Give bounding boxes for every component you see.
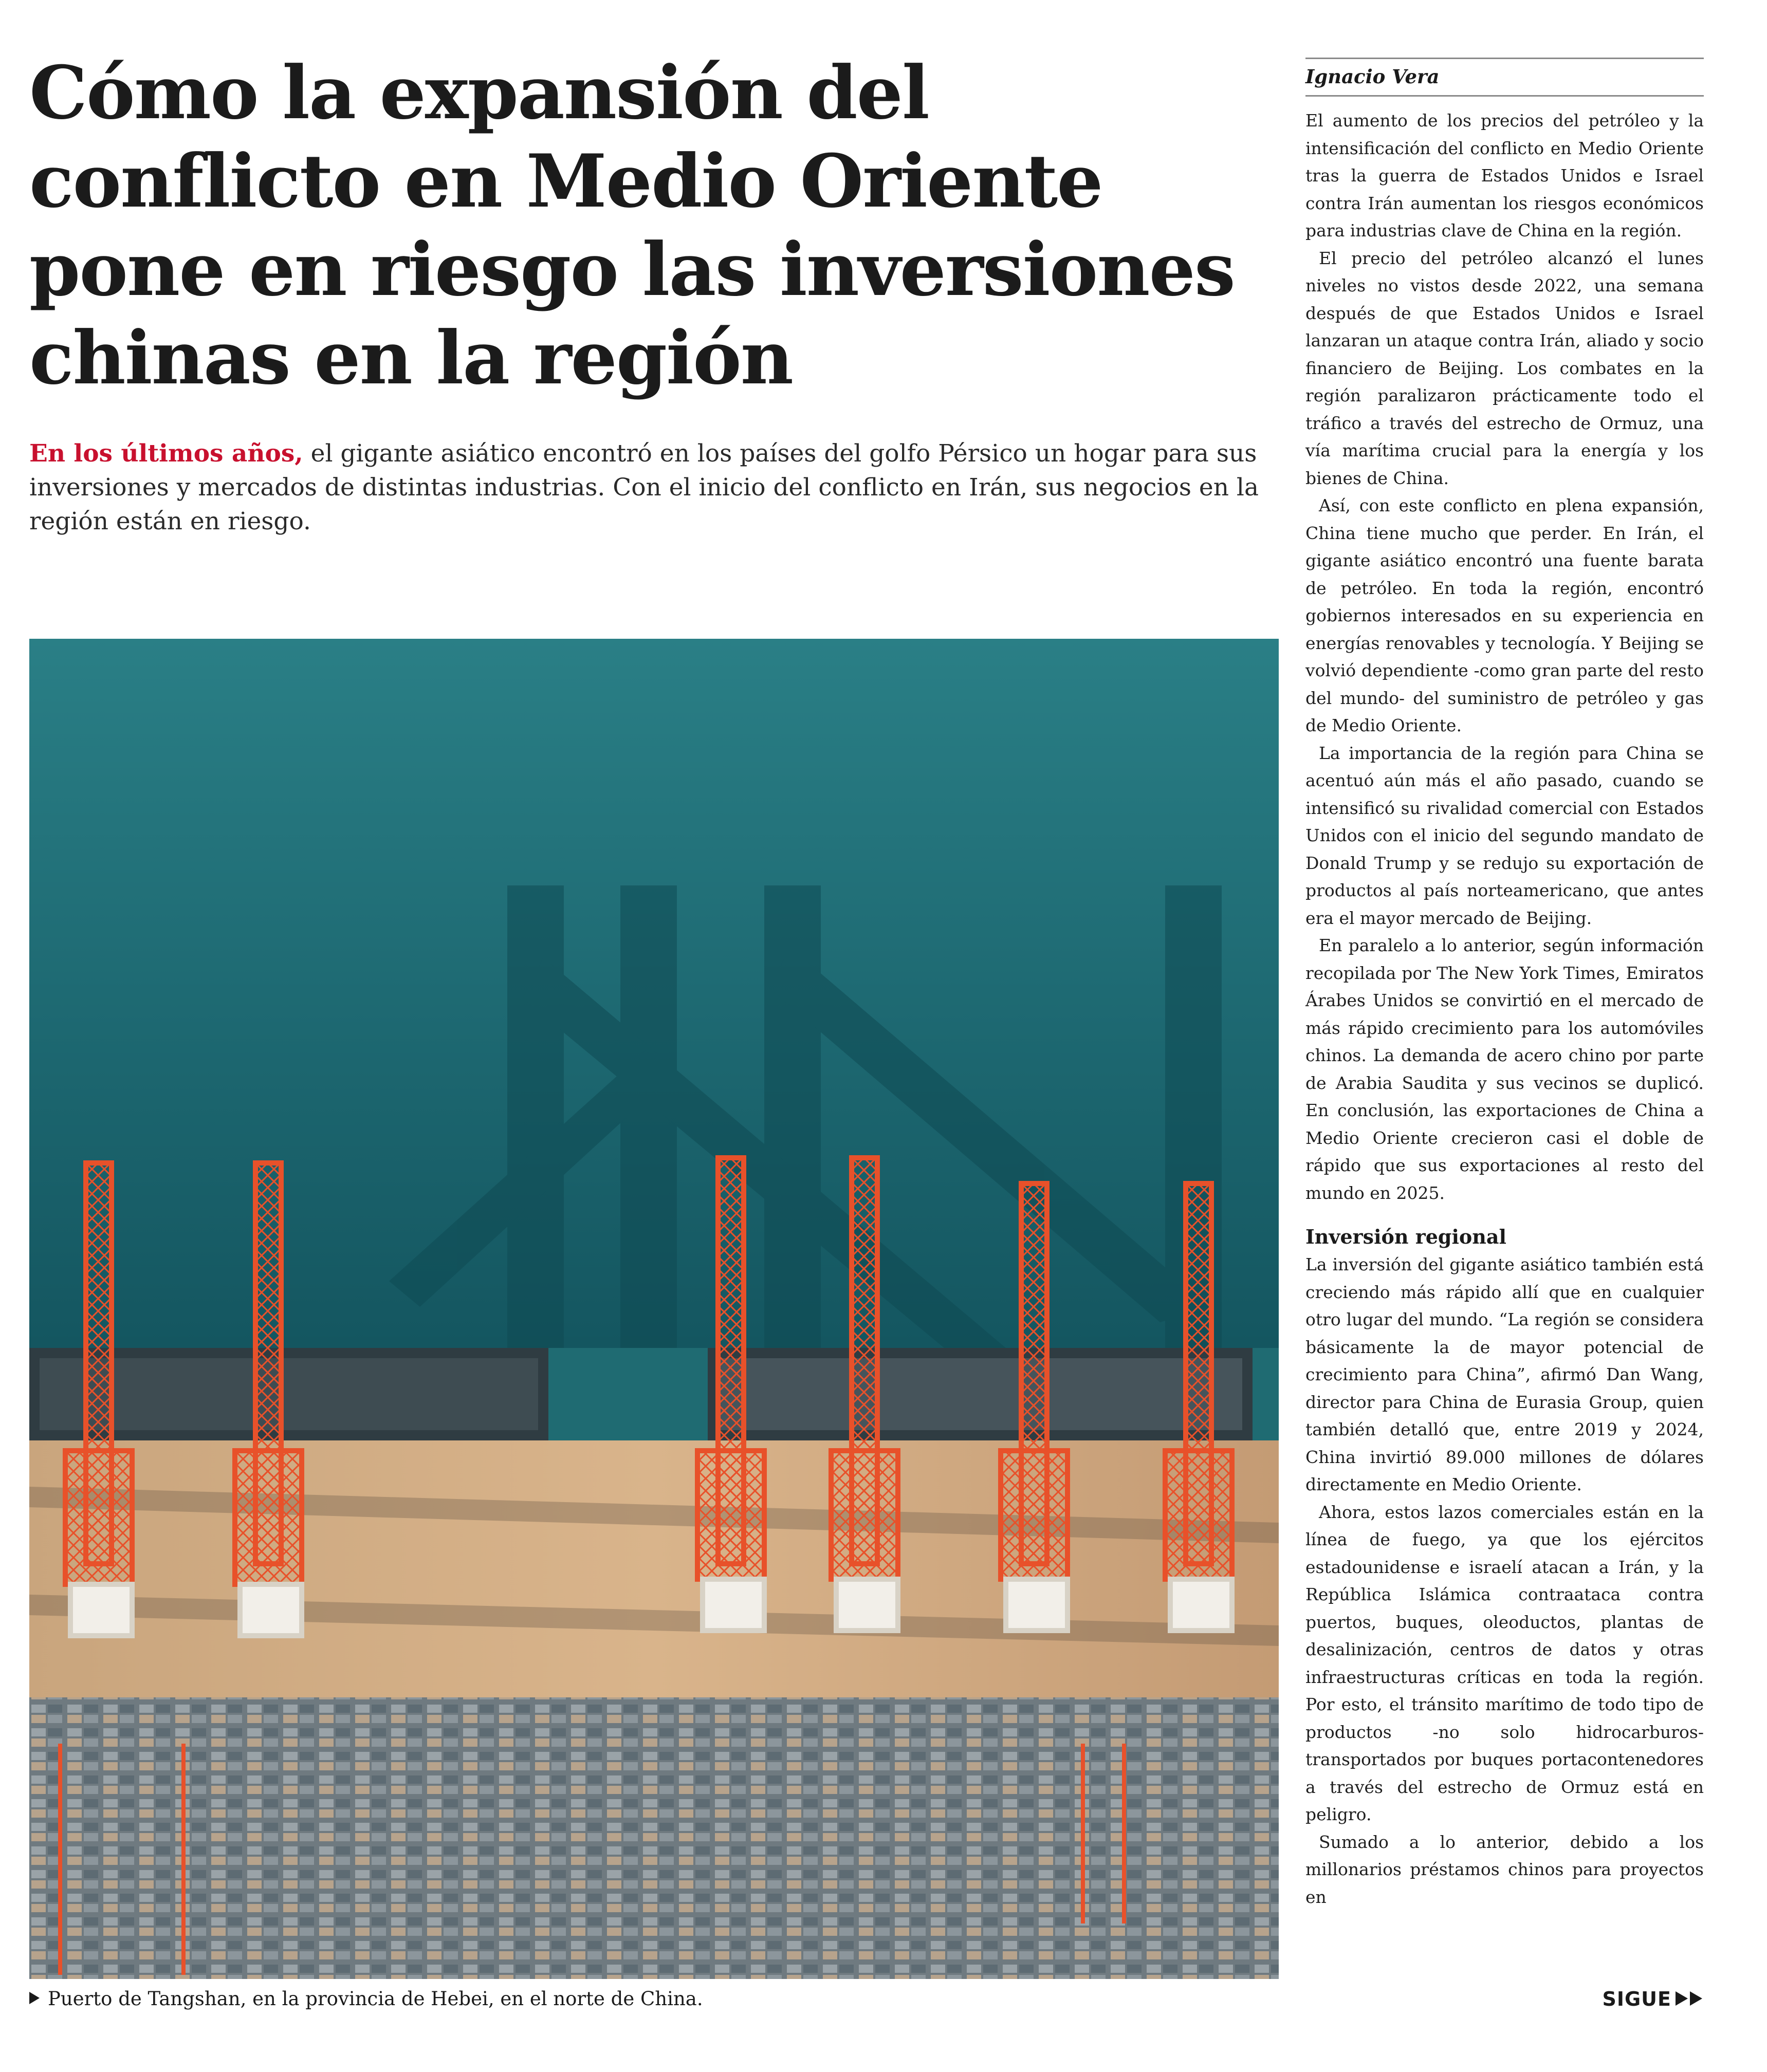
byline-top-rule xyxy=(1305,58,1704,59)
body-paragraph-7: Ahora, estos lazos comerciales están en la línea de fuego, ya que los ejércitos estadounidense e israelí atacan a Irán, y la República Islámica contraataca contra puertos, buques, oleoductos, plantas de desalinización, centros de datos y otras infraestructuras críticas en toda la región. Por esto, el tránsito marítimo de todo tipo de productos -no solo hidrocarburos- transportados por buques portacontenedores a través del estrecho de Ormuz está en peligro. xyxy=(1305,1502,1704,1824)
body-paragraph-2: El precio del petróleo alcanzó el lunes niveles no vistos desde 2022, una semana después de que Estados Unidos e Israel lanzaran un ataque contra Irán, aliado y socio financiero de Beijing. Los combates en la región paralizaron prácticamente todo el tráfico a través del estrecho de Ormuz, una vía marítima crucial para la energía y los bienes de China. xyxy=(1305,248,1704,488)
subhead: Inversión regional xyxy=(1305,1225,1506,1248)
body-paragraph-8: Sumado a lo anterior, debido a los millonarios préstamos chinos para proyectos en xyxy=(1305,1831,1704,1907)
article-photo xyxy=(29,639,1279,1979)
lead-paragraph xyxy=(29,437,1273,539)
article-body-column xyxy=(1305,58,1704,1911)
double-arrow-icon xyxy=(1674,1988,1705,2012)
caption-triangle-icon xyxy=(29,1992,40,2004)
body-paragraph-4: La importancia de la región para China se acentuó aún más el año pasado, cuando se intensificó su rivalidad comercial con Estados Unidos con el inicio del segundo mandato de Donald Trump y se redujo su exportación de productos al país norteamericano, que antes era el mayor mercado de Beijing. xyxy=(1305,743,1704,928)
photo-caption xyxy=(29,1987,1273,2011)
body-paragraph-5: En paralelo a lo anterior, según información recopilada por The New York Times, Emiratos Árabes Unidos se convirtió en el mercado de más rápido crecimiento para los automóviles chinos. La demanda de acero chino por parte de Arabia Saudita y sus vecinos se duplicó. En conclusión, las exportaciones de China a Medio Oriente crecieron casi el doble de rápido que sus exportaciones al resto del mundo en 2025. xyxy=(1305,935,1704,1203)
lead-kicker: En los últimos años, xyxy=(29,439,303,468)
byline: Ignacio Vera xyxy=(1305,64,1704,97)
lead-text: el gigante asiático encontró en los países del golfo Pérsico un hogar para sus inversiones y mercados de distintas industrias. Con el inicio del conflicto en Irán, sus negocios en la región están en riesgo. xyxy=(29,439,1259,535)
photo-caption-text: Puerto de Tangshan, en la provincia de Hebei, en el norte de China. xyxy=(48,1988,703,2010)
body-paragraph-6: La inversión del gigante asiático también está creciendo más rápido allí que en cualquier otro lugar del mundo. “La región se considera básicamente la de mayor potencial de crecimiento para China”, afirmó Dan Wang, director para China de Eurasia Group, quien también detalló que, entre 2019 y 2024, China invirtió 89.000 millones de dólares directamente en Medio Oriente. xyxy=(1305,1254,1704,1494)
aerial-port-cranes-photo xyxy=(29,639,1279,1979)
continue-link[interactable] xyxy=(1602,1987,1705,2012)
headline: Cómo la expansión del conflicto en Medio Oriente pone en riesgo las inversiones chinas en la región xyxy=(29,50,1235,401)
body-paragraph-3: Así, con este conflicto en plena expansión, China tiene mucho que perder. En Irán, el gigante asiático encontró una fuente barata de petróleo. En toda la región, encontró gobiernos interesados en su experiencia en energías renovables y tecnología. Y Beijing se volvió dependiente -como gran parte del resto del mundo- del suministro de petróleo y gas de Medio Oriente. xyxy=(1305,495,1704,735)
body-paragraph-1: El aumento de los precios del petróleo y la intensificación del conflicto en Medio Oriente tras la guerra de Estados Unidos e Israel contra Irán aumentan los riesgos económicos para industrias clave de China en la región. xyxy=(1305,110,1704,240)
continue-label: SIGUE xyxy=(1602,1988,1671,2010)
